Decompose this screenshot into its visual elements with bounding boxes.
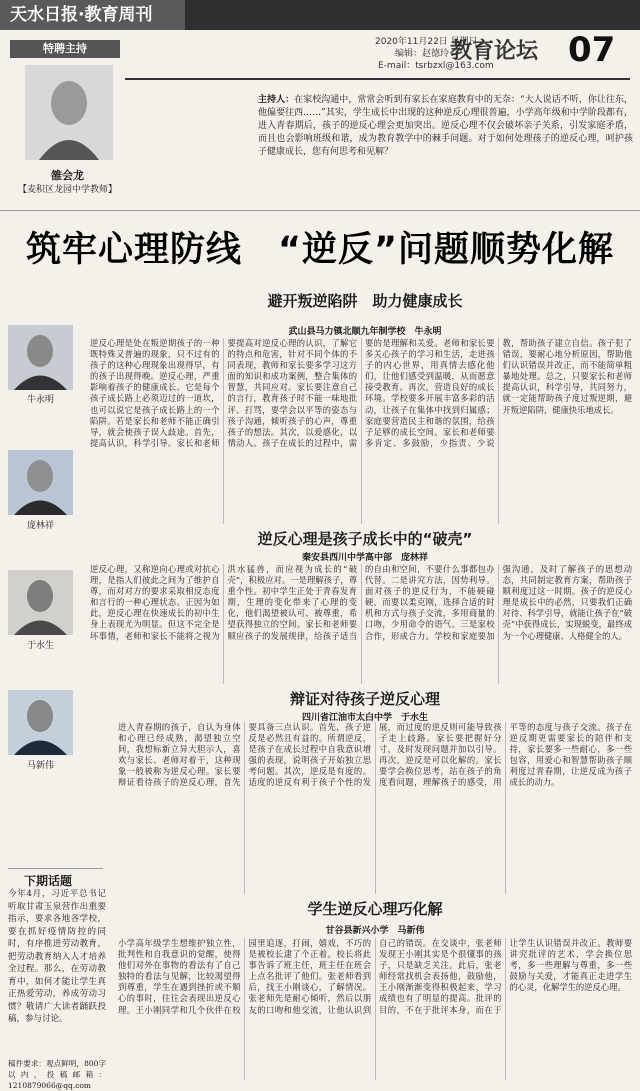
- host-name: 雒会龙: [51, 169, 84, 182]
- article-title: 逆反心理是孩子成长中的“破壳”: [257, 530, 473, 548]
- article-title: 学生逆反心理巧化解: [307, 900, 443, 918]
- author-photo: [8, 690, 73, 755]
- masthead-tab: 天水日报·教育周刊: [0, 0, 185, 30]
- page-number: 07: [568, 30, 616, 70]
- author-name: 马新伟: [26, 761, 54, 771]
- masthead-rule: [125, 78, 630, 80]
- sidebar-contact: 稿件要求：观点鲜明，800字以内，投稿邮箱：1210879066@qq.com: [8, 1059, 106, 1090]
- intro-divider: [0, 210, 640, 211]
- intro-text: 在家校沟通中，常常会听到有家长在家庭教育中的无奈：“大人说话不听，你让往东，他偏要往西……”其实，学生成长中出现的这种逆反心理很普遍，小学高年级和中学阶段都有，进入青春期后，孩子的逆反心理会更加突出。逆反心理不仅会破坏亲子关系，引发家庭矛盾，而且也会影响班级和谐，成为教育教学中的棘手问题。对于如何处理孩子的逆反心理，呵护孩子健康成长，您有何思考和见解？: [258, 95, 633, 157]
- sidebar-rule: [8, 868, 103, 869]
- article-title: 辩证对待孩子逆反心理: [289, 690, 440, 708]
- section-title: 教育论坛: [450, 39, 539, 64]
- article-body: 进入青春期的孩子，自认为身体和心理已经成熟，渴望独立空间，我想标新立异大胆示人，喜欢与家长、老师对着干，这种现象一般被称为逆反心理。家长要辩证看待孩子的逆反心理，首先要具备三点认识。首先，孩子逆反是必然且有益的。所谓逆反，是孩子在成长过程中自我意识增强的表现，说明孩子开始独立思考问题。其次，逆反是有度的。适度的逆反有利于孩子个性的发展，而过度的逆反则可能导致孩子走上歧路。家长要把握好分寸，及时发现问题并加以引导。再次，逆反是可以化解的。家长要学会换位思考，站在孩子的角度看问题，理解孩子的感受，用平等的态度与孩子交流。孩子在逆反期更需要家长的陪伴和支持，家长要多一些耐心，多一些包容，用爱心和智慧帮助孩子顺利度过青春期，让逆反成为孩子成长的动力。: [118, 722, 632, 788]
- host-org: 【麦积区龙园中学教师】: [17, 185, 117, 195]
- article-byline: 武山县马力镇北顺九年制学校 牛永明: [288, 327, 442, 337]
- author-photo: [8, 450, 73, 515]
- special-host-label: 特聘主持: [10, 40, 120, 58]
- article-body: 逆反心理，又称逆向心理或对抗心理，是指人们彼此之间为了维护自尊，而对对方的要求采取相反态度和言行的一种心理状态。正因为如此，逆反心理在快速成长的初中生身上表现尤为明显。但这不完全是坏事情，老师和家长不能将之视为洪水猛兽，而应视为成长的“破壳”，积极应对。一是理解孩子，尊重个性。初中学生正处于青春发育期，生理的变化带来了心理的变化，他们渴望被认可、被尊重，希望获得独立的空间。家长和老师要顺应孩子的发展规律，给孩子适当的自由和空间，不要什么事都包办代替。二是讲究方法，因势利导。面对孩子的逆反行为，不能硬碰硬，而要以柔克刚，选择合适的时机和方式与孩子交流，多用商量的口吻，少用命令的语气。三是家校合作，形成合力。学校和家庭要加强沟通，及时了解孩子的思想动态，共同制定教育方案，帮助孩子顺利度过这一时期。孩子的逆反心理是成长中的必然，只要我们正确对待、科学引导，就能让孩子在“破壳”中获得成长，实现蜕变，最终成为一个心理健康、人格健全的人。: [90, 564, 632, 641]
- article-byline: 甘谷县新兴小学 马新伟: [325, 926, 425, 936]
- article-title: 避开叛逆陷阱 助力健康成长: [267, 292, 463, 310]
- sidebar-text: 今年4月，习近平总书记听取甘肃玉泉营作出重要指示，要求各地各学校，要在抓好疫情防控的同时，有序推进劳动教育，把劳动教育纳入人才培养全过程。那么，在劳动教育中，如何才能让学生真正热爱劳动，养成劳动习惯？敬请广大读者踊跃投稿，参与讨论。: [8, 889, 106, 1024]
- host-intro: [258, 94, 633, 206]
- issue-date: 2020年11月22日 星期日: [375, 37, 478, 47]
- host-photo: [25, 65, 113, 160]
- sidebar-title: 下期话题: [24, 874, 73, 888]
- author-name: 庞林祥: [26, 521, 54, 531]
- main-headline: 筑牢心理防线 “逆反”问题顺势化解: [25, 230, 614, 270]
- article-byline: 四川省江油市太白中学 于水生: [301, 713, 428, 723]
- editor-email: E-mail：tsrbzxl@163.com: [378, 61, 494, 71]
- intro-lead: 主持人：: [258, 95, 295, 105]
- article-body: 逆反心理是处在叛逆期孩子的一种既特殊又普遍的现象，只不过有的孩子的这种心理现象出现得早，有的孩子出现得晚。逆反心理，严重影响着孩子的健康成长。它是每个孩子成长路上必须迈过的一道坎，也可以说它是孩子成长路上的一个陷阱。若是家长和老师不能正确引导，就会使孩子误入歧途。首先，提高认识，科学引导。家长和老师要提高对逆反心理的认识，了解它的特点和危害，针对不同个体的不同表现，教师和家长要多学习这方面的知识和成功案例，整合集体的智慧，共同应对。家长要注意自己的言行，教育孩子时不能一味地批评、打骂，要学会以平等的姿态与孩子沟通，倾听孩子的心声，尊重孩子的想法。其次，以爱感化，以情动人。孩子在成长的过程中，需要的是理解和关爱。老师和家长要多关心孩子的学习和生活，走进孩子的内心世界，用真情去感化他们，让他们感受到温暖，从而愿意接受教育。再次，营造良好的成长环境。学校要多开展丰富多彩的活动，让孩子在集体中找到归属感；家庭要营造民主和谐的氛围，给孩子足够的成长空间。家长和老师要多肯定、多鼓励，少指责、少说教，帮助孩子建立自信。孩子犯了错误，要耐心地分析原因，帮助他们认识错误并改正，而不能简单粗暴地处理。总之，只要家长和老师提高认识，科学引导，共同努力，就一定能帮助孩子度过叛逆期，避开叛逆陷阱，健康快乐地成长。: [90, 338, 632, 448]
- article-byline: 秦安县西川中学高中部 庞林祥: [301, 553, 428, 563]
- article-body: 小学高年级学生想维护独立性，批判性和自我意识的觉醒，使得他们对外在事物的看法有了自己独特的看法与见解，比较渴望得到尊重，学生在遇到挫折或不顺心的事时，往往会表现出逆反心理。王小刚同学和几个伙伴在校园里追逐，打闹，嬉戏，不巧的是被校长逮了个正着。校长将此事告诉了班主任，班主任在班会上点名批评了他们。张老师看到后，找王小刚谈心，了解情况。张老师先是耐心倾听，然后以朋友的口吻和他交流，让他认识到自己的错误。在交谈中，张老师发现王小刚其实是个很懂事的孩子，只是缺乏关注。此后，张老师经常找机会表扬他，鼓励他，王小刚渐渐变得积极起来，学习成绩也有了明显的提高。批评的目的，不在于批评本身，而在于让学生认识错误并改正。教师要讲究批评的艺术，学会换位思考，多一些理解与尊重，多一些鼓励与关爱，才能真正走进学生的心灵，化解学生的逆反心理。: [118, 938, 632, 1015]
- author-name: 牛永明: [26, 395, 54, 405]
- editor-credit: 编辑：赵德玲: [395, 49, 450, 59]
- author-name: 于水生: [26, 641, 54, 651]
- author-photo: [8, 325, 73, 390]
- author-photo: [8, 570, 73, 635]
